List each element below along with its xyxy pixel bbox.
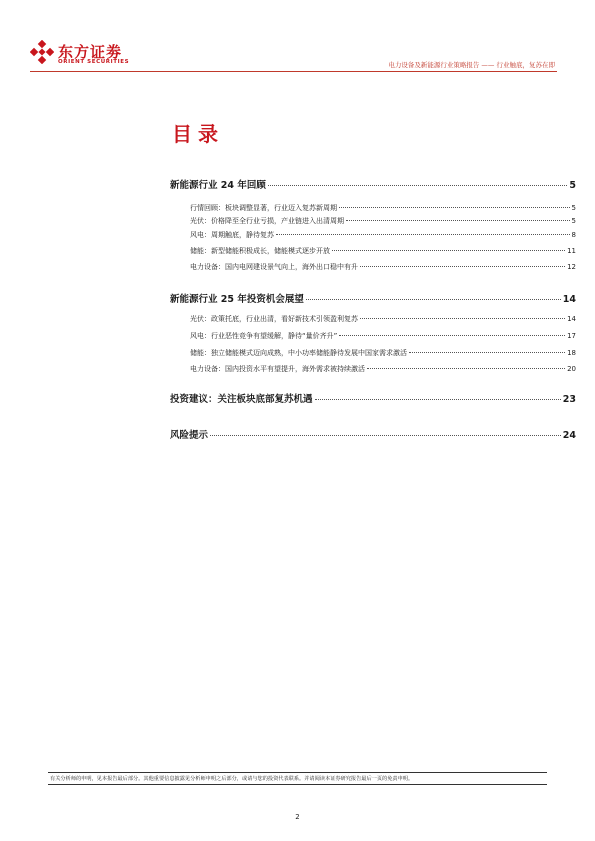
footer-divider-bottom (48, 784, 547, 785)
toc-section[interactable] (170, 427, 576, 441)
toc-leader (360, 266, 565, 267)
toc-item-label: 风电：行业恶性竞争有望缓解，静待“量价齐升” (190, 332, 338, 340)
toc-page-number: 5 (569, 180, 576, 191)
toc-section-label: 新能源行业 24 年回顾 (170, 180, 266, 191)
toc-item[interactable] (190, 203, 576, 213)
toc-item-label: 电力设备：国内投资水平有望提升，海外需求被持续激活 (190, 365, 365, 373)
toc-section-label: 投资建议：关注板块底部复苏机遇 (170, 394, 313, 405)
toc-item-label: 储能：新型储能积极成长，储能模式逐步开放 (190, 247, 330, 255)
toc-page-number: 14 (562, 294, 576, 305)
page-number: 2 (295, 813, 300, 821)
toc-item-label: 光伏：价格降至全行业亏损，产业链进入出清周期 (190, 217, 344, 225)
toc-item[interactable] (190, 246, 576, 256)
header-divider (30, 71, 557, 72)
report-title: 电力设备及新能源行业策略报告 —— 行业触底，复苏在即 (388, 61, 555, 69)
toc-leader (210, 435, 561, 436)
company-logo (30, 40, 150, 70)
toc-leader (276, 234, 570, 235)
toc-leader (268, 185, 568, 186)
toc-leader (339, 207, 570, 208)
toc-item[interactable] (190, 348, 576, 358)
toc-title: 目录 (172, 122, 224, 146)
footer-disclaimer: 有关分析师的申明，见本报告最后部分。其他重要信息披露见分析师申明之后部分，或请与您的投资代表联系。并请阅读本证券研究报告最后一页的免责申明。 (50, 776, 414, 782)
toc-page-number: 24 (562, 430, 576, 441)
toc-item[interactable] (190, 230, 576, 240)
toc-leader (315, 399, 561, 400)
toc-page-number: 8 (571, 231, 576, 239)
toc-leader (409, 352, 565, 353)
toc-leader (339, 335, 565, 336)
toc-leader (360, 318, 565, 319)
toc-section[interactable] (170, 177, 576, 191)
toc-section-label: 风险提示 (170, 430, 209, 441)
toc-leader (332, 250, 565, 251)
toc-item-label: 行情回顾：板块调整显著，行业迈入复苏新周期 (190, 204, 337, 212)
footer-divider-top (48, 772, 547, 773)
toc-page-number: 5 (571, 217, 576, 225)
toc-page-number: 14 (567, 315, 576, 323)
toc-leader (346, 220, 570, 221)
toc-item[interactable] (190, 262, 576, 272)
toc-page-number: 5 (571, 204, 576, 212)
toc-page-number: 18 (567, 349, 576, 357)
toc-item-label: 储能：独立储能模式迈向成熟，中小功率储能静待发展中国家需求激活 (190, 349, 407, 357)
toc-page-number: 20 (567, 365, 576, 373)
toc-item[interactable] (190, 364, 576, 374)
toc-page-number: 12 (567, 263, 576, 271)
logo-english-name: ORIENT SECURITIES (58, 59, 130, 65)
toc-page-number: 17 (567, 332, 576, 340)
toc-page-number: 11 (567, 247, 576, 255)
toc-item-label: 风电：周期触底，静待复苏 (190, 231, 274, 239)
toc-item-label: 电力设备：国内电网建设景气向上，海外出口稳中有升 (190, 263, 358, 271)
toc-page-number: 23 (562, 394, 576, 405)
toc-section[interactable] (170, 391, 576, 405)
toc-section[interactable] (170, 291, 576, 305)
toc-item[interactable] (190, 314, 576, 324)
toc-item[interactable] (190, 216, 576, 226)
toc-item-label: 光伏：政策托底，行业出清，看好新技术引领盈利复苏 (190, 315, 358, 323)
logo-mark-icon (30, 40, 54, 64)
toc-item[interactable] (190, 331, 576, 341)
logo-chinese-name: 东方证劵 (58, 43, 123, 61)
toc-leader (306, 299, 561, 300)
toc-section-label: 新能源行业 25 年投资机会展望 (170, 294, 304, 305)
toc-leader (367, 368, 565, 369)
